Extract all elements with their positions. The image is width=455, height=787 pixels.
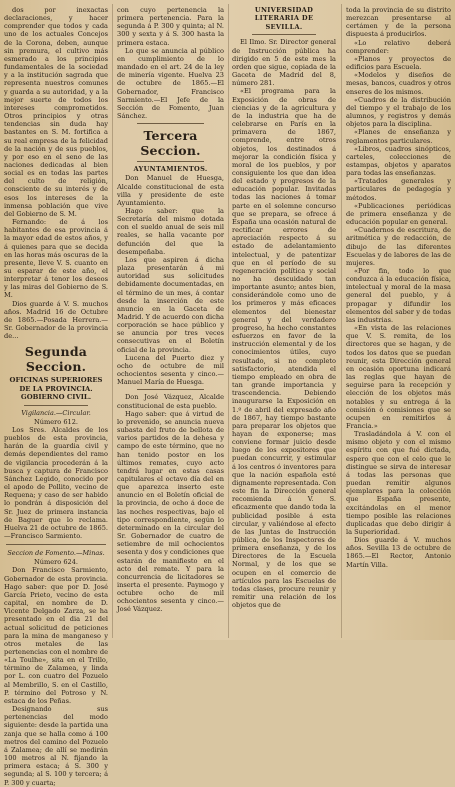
paragraph: Designando sus pertenencias del modo siguiente: desde la partida una zanja que se halla como á 100 metros del camino del Pozuelo á Zalamea; de allí se medirán 100 metros al N. fijando la primera estaca; á S. 300 y segunda; al S. 100 y tercera; á P. 300 y cuarta;: [4, 705, 108, 787]
column-divider: [228, 4, 229, 638]
section-title: Segunda Seccion.: [24, 344, 88, 375]
list-item: «Tratados generales y particulares de pedagogía y métodos.: [346, 177, 451, 202]
divider: [6, 544, 106, 545]
paragraph: dos por inexactas declaraciones, y hacer comprender que todos y cada uno de los actuales Concejos de la Corona, deben, aunque sin premura, el cultivo más esmerado a los principios fundamentales de la sociedad y a la institución sagrada que representa nuestros comunes y guarda a su autoridad, y a la mejor suerte de todos los intereses comprometidos. Otros principios y otras tendencias sin duda hay bastantes en S. M. fortifica a su real empresa de la felicidad de la nación y de sus pueblos, y por eso en el seno de las naciones dedicadas al bien social es en todas las partes del culto de religión, consciente de su interés y de esos los intereses de la inmensa población que vive del Gobierno de S. M.: [4, 6, 108, 218]
paragraph: «Lo relativo deberá comprender:: [346, 38, 451, 55]
list-item: «Cuadernos de escritura, de aritmética y de redacción, de dibujo de las diferentes Escuelas y de labores de las de mujeres.: [346, 226, 451, 267]
paragraph: «Por fin, todo lo que conduzca á la educación física, intelectual y moral de la masa general del pueblo, y á propagar y difundir los elementos del saber y de todas las industrias.: [346, 267, 451, 324]
divider: [137, 123, 204, 124]
notice-number: Número 612.: [33, 417, 79, 426]
paragraph: Fernando: de á los habitantes de esa provincia á la mayor edad de estos años, y á quienes para que se decida en las horas más oscuras de la presente, lleve V. S. cuanto en su esparar de este año, el interpretar á tenor los deseos y las miras del Gobierno de S. M.: [4, 218, 108, 300]
paragraph: Hago saber: que á virtud de lo prevenido, se anuncia nueva subasta del fruto de bellota de varios partidos de la dehesa y campo de este término, que no han tenido postor en los últimos remates, cuyo acto tendrá lugar en estas casas capitulares el octavo día del en que aparezca inserto este anuncio en el Boletín oficial de la provincia, de ocho á doce de las noches respectivas, bajo el tipo correspondiente, según lo determinado en la circular del Sr. Gobernador de cuatro de setiembre de mil ochocientos sesenta y dos y condiciones que estarán de manifiesto en el acto del remate. Y para la concurrencia de licitadores se inserta el presente. Paymogo y octubre ocho de mil ochocientos sesenta y cinco.—José Vázquez.: [117, 409, 224, 614]
list-item: «Publicaciones periódicas de primera enseñanza y de educación popular en general.: [346, 201, 451, 227]
paragraph: «En vista de las relaciones que V. S. remita, de los directores que se hagan, y de todos los datos que se puedan reunir, esta Dirección general en ocasión oportuna indicará las reglas que hayan de seguirse para la recepción y elección de los objetos más notables y su entrega á la comisión ó comisiones que se ocupen en remitirlos á Francia.»: [346, 324, 451, 430]
paragraph: Los Sres. Alcaldes de los pueblos de esta provincia, harán de la guardia civil y demás dependientes del ramo de vigilancia procederán á la busca y captura de Francisco Sánchez Legido, conocido por el apodo de Pollito, vecino de Requena; y caso de ser habido lo pondrán á disposición del Sr. Juez de primera instancia de Baguer que lo reclama. Huelva 21 de octubre de 1865.—Francisco Sarmiento.: [4, 425, 108, 540]
paragraph: «El programa para la Exposición de obras de ciencias y de la agricultura y de la industria que ha de celebrarse en París en la primavera de 1867, comprende, entre otros objetos, los destinados á mejorar la condición física y moral de los pueblos, y por consiguiente los que dan idea del estado y progresos de la educación popular. Invitadas todas las naciones á tomar parte en el solemne concurso que se prepara, se ofrece á España una ocasión natural de rectificar errores de apreciación respecto á su estado de adelantamiento intelectual, y de patentizar que en el período de su regeneración política y social no ha descuidado tan importante asunto; antes bien, considerándole como uno de los primeros y más eficaces elementos del bienestar general y del verdadero progreso, ha hecho constantes esfuerzos en favor de la instrucción elemental y de los conocimientos útiles, cuyo resultado, si no completo satisfactorio, atendida el tiempo empleado en obra de tan grande importancia y trascendencia. Debiendo inaugurarse la Exposición en 1.º de abril del expresado año de 1867, hay tiempo bastante para preparar los objetos que hayan de exponerse; mas conviene formar juicio desde luego de los expositores que puedan concurrir, y estimular á los centros ó inventores para que la nación española esté dignamente representada. Con este fin la Dirección general recomienda á V. S. eficazmente que dando toda la publicidad posible á esta circular, y valiéndose al efecto de las Juntas de Instrucción pública, de los Inspectores de primera enseñanza, y de los Directores de la Escuela Normal, y de los que se ocupen en el comercio de artículos para las Escuelas de todas clases, procure reunir y remitir una relación de los objetos que de: [232, 87, 336, 610]
divider: [137, 389, 204, 390]
list-item: «Planos y proyectos de edificios para Escuela.: [346, 54, 451, 72]
paragraph: Don Manuel de Huesga, Alcalde constitucional de esta villa y presidente de este Ayuntamiento.: [117, 174, 224, 207]
column-3: [232, 6, 336, 636]
signature-paragraph: Dios guarde á V. S. muchos años. Madrid 16 de Octubre de 1865.—Posada Herrera.—Sr. Gobernador de la provincia de...: [4, 299, 108, 341]
paragraph: Los que aspiren á dicha plaza presentarán á mi autoridad sus solicitudes debidamente documentadas, en el término de un mes, á contar desde la inserción de este anuncio en la Gaceta de Madrid. Y de acuerdo con dicha corporación se hace público y se anuncia por tres veces consecutivas en el Boletín oficial de la provincia.: [117, 255, 224, 354]
column-2: [117, 6, 224, 636]
notice-heading: Seccion de Fomento.—Minas.: [7, 549, 105, 558]
section-subtitle: OFICINAS SUPERIORES DE LA PROVINCIA. GOBIERNO CIVIL.: [9, 376, 103, 402]
paragraph: Lucena del Puerto diez y ocho de octubre de mil ochocientos sesenta y cinco.—Manuel María de Huesga.: [117, 353, 224, 387]
signature-paragraph: Dios guarde á V. muchos años. Sevilla 13 de octubre de 1865.—El Rector, Antonio Martín Villa.: [346, 536, 451, 569]
paragraph: Don José Vázquez, Alcalde constitucional de esta pueblo.: [117, 393, 224, 410]
list-item: «Libros, cuadros sinópticos, carteles, colecciones de estampas, objetos y aparatos para todas las enseñanzas.: [346, 144, 451, 178]
paragraph: Hago saber: que la Secretaría del mismo dotada con el sueldo anual de seis mil reales, se halla vacante por defunción del que la desempeñaba.: [117, 206, 224, 256]
notice-subheading: SEVILLA.: [265, 23, 303, 32]
list-item: «Modelos y diseños de mesas, bancos, cuadros y otros enseres de los mismos.: [346, 71, 451, 96]
notice-heading: UNIVERSIDAD LITERARIA DE: [254, 6, 314, 23]
paragraph: Don Francisco Sarmiento, Gobernador de esta provincia. Hago saber: que por D. José García Prieto, vecino de esta capital, en nombre de D. Vicente Delgado Zarza, se ha presentado en el dia 21 del actual solicitud de peticiones para la mina de manganeso y otros metales de las pertenencias con el nombre de «La Toulhe», sita en el Trillo, término de Zalamea, y linda por L. con cuatro del Pozuelo al Membrillo, S. en el Castillo, P. término del Potroso y N. estaca de los Peñas.: [4, 566, 108, 705]
column-divider: [112, 4, 113, 638]
paragraph: El Ilmo. Sr. Director general de Instrucción pública ha dirigido en 5 de este mes la orden que sigue, copiada de la Gaceta de Madrid del 8, número 281.: [232, 38, 336, 88]
divider: [137, 161, 204, 162]
list-item: «Cuadros de la distribución del tiempo y el trabajo de los alumnos, y registros y demás objetos para la disciplina.: [346, 95, 451, 129]
notice-number: Número 624.: [33, 558, 79, 567]
column-4: [346, 6, 451, 636]
notice-heading: Vigilancia.—Circular.: [21, 408, 91, 417]
paragraph: con cuyo pertenencia la primera pertenencia. Para la segunda á P. 300 y quinta; al N. 300 y sexta y á S. 300 hasta la primera estaca.: [117, 6, 224, 47]
paragraph: toda la provincia de su distrito merezcan presentarse al certámen y de la persona dispuesta á producirlos.: [346, 6, 451, 39]
divider: [24, 405, 88, 406]
list-item: «Planes de enseñanza y reglamentos particulares.: [346, 128, 451, 145]
subsection-heading: AYUNTAMIENTOS.: [133, 165, 208, 174]
section-title: Tercera Seccion.: [140, 128, 201, 159]
column-1: [4, 6, 108, 787]
column-divider: [341, 4, 342, 638]
divider: [252, 34, 316, 35]
paragraph: Lo que se anuncia al público en cumplimiento de lo mandado en el art. 24 de la ley de minería vigente. Huelva 23 de octubre de 1865.—El Gobernador, Francisco Sarmiento.—El Jefe de la Sección de Fomento, Juan Sánchez.: [117, 46, 224, 121]
paragraph: Trasladándola á V. con el mismo objeto y con el mismo espíritu con que fué dictada, espero que con el celo que le distingue se sirva de interesar á todas las personas que puedan remitir algunos ejemplares para la colección que España presente, excitándolas en el menor tiempo posible las relaciones duplicadas que debo dirigir á la Superioridad.: [346, 430, 451, 536]
